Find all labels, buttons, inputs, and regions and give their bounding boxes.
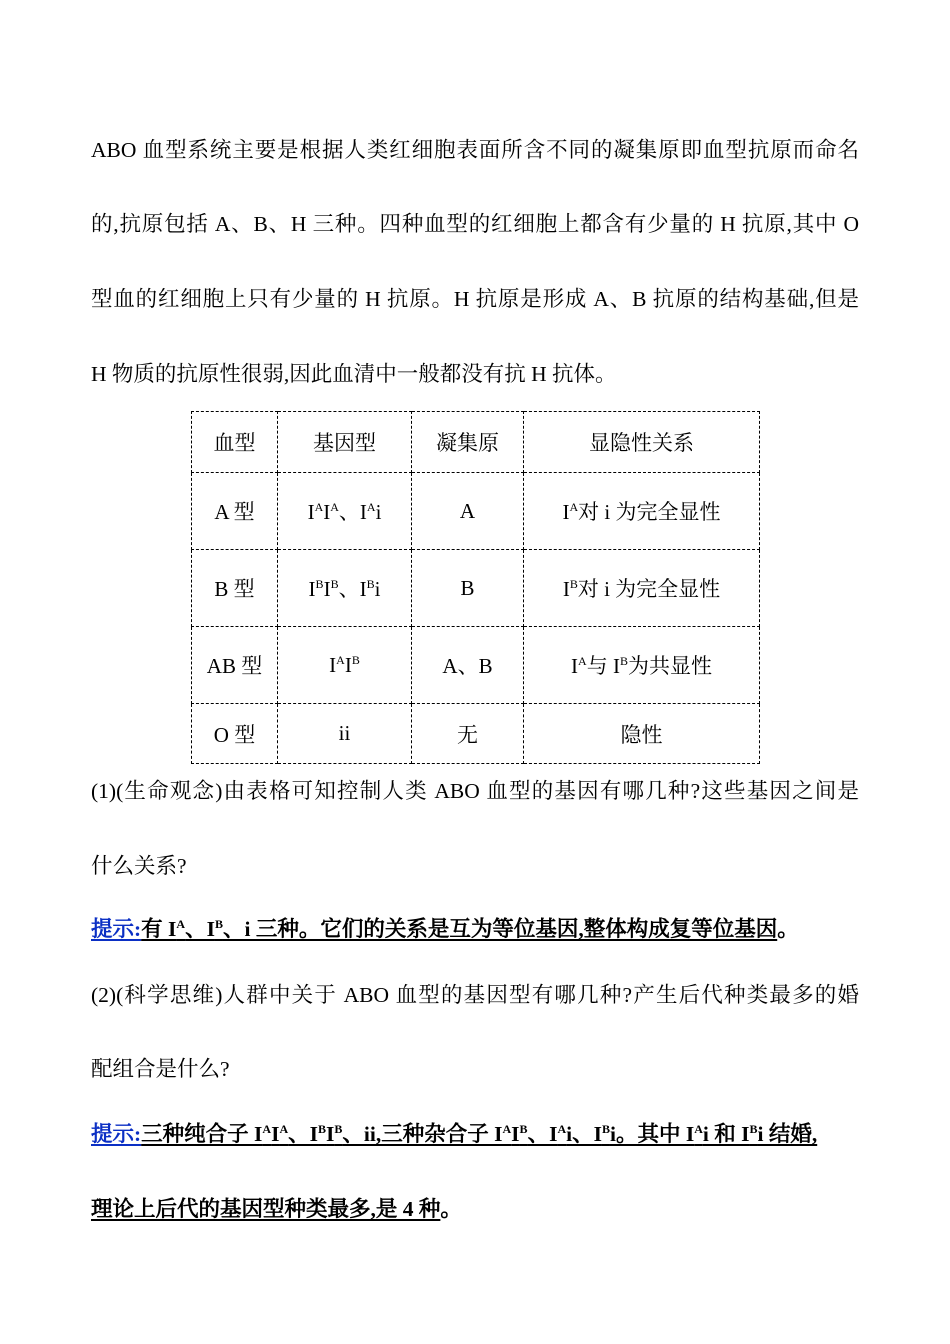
blood-type-cell: O 型 [192,704,278,764]
dominance-cell: $I^A$对 i 为完全显性 [524,473,760,550]
table-row [192,704,760,764]
table-row [192,473,760,550]
header-blood-type: 血型 [192,412,278,473]
answer-1-text: 有 $I^A$、$I^B$、i 三种。它们的关系是互为等位基因,整体构成复等位基因 [141,916,778,941]
dominance-cell: $I^B$对 i 为完全显性 [524,550,760,627]
genotype-cell: $I^AI^A$、$I^Ai$ [278,473,412,550]
genotype-cell: ii [278,704,412,764]
dominance-cell: $I^A$与 $I^B$为共显性 [524,627,760,704]
hint-label: 提示: [91,1122,142,1146]
agglutinogen-cell: A、B [412,627,524,704]
genotype-cell: $I^AI^B$ [278,627,412,704]
table-header-row [192,412,760,473]
answer-2-line-1 [91,1119,859,1149]
header-genotype: 基因型 [278,412,412,473]
question-2-line-2: 配组合是什么? [91,1057,230,1081]
agglutinogen-cell: 无 [412,704,524,764]
header-agglutinogen: 凝集原 [412,412,524,473]
answer-1: 提示:有 $I^A$、$I^B$、i 三种。它们的关系是互为等位基因,整体构成复等位基因。 [91,916,799,941]
answer-2-text: 三种纯合子 $I^AI^A$、$I^BI^B$、ii,三种杂合子 $I^AI^B$、$I^Ai$、$I^Bi$。其中 $I^Ai$ 和 $I^Bi$ 结婚, [141,1121,818,1146]
intro-line-3: 型血的红细胞上只有少量的 H 抗原。H 抗原是形成 A、B 抗原的结构基础,但是 [91,287,859,311]
agglutinogen-cell: B [412,550,524,627]
answer-2-line-2: 理论上后代的基因型种类最多,是 4 种。 [91,1197,462,1221]
genotype-cell: $I^BI^B$、$I^Bi$ [278,550,412,627]
intro-line-1: ABO 血型系统主要是根据人类红细胞表面所含不同的凝集原即血型抗原而命名 [91,138,859,162]
question-2-line-1: (2)(科学思维)人群中关于 ABO 血型的基因型有哪几种?产生后代种类最多的婚 [91,983,859,1007]
blood-type-cell: AB 型 [192,627,278,704]
blood-type-cell: A 型 [192,473,278,550]
blood-type-cell: B 型 [192,550,278,627]
blood-type-table [191,411,760,764]
agglutinogen-cell: A [412,473,524,550]
intro-line-2: 的,抗原包括 A、B、H 三种。四种血型的红细胞上都含有少量的 H 抗原,其中 O [91,212,859,236]
question-1-line-2: 什么关系? [91,854,187,878]
hint-label: 提示: [91,917,142,941]
dominance-cell: 隐性 [524,704,760,764]
table-row [192,550,760,627]
question-1-line-1: (1)(生命观念)由表格可知控制人类 ABO 血型的基因有哪几种?这些基因之间是 [91,779,859,803]
header-dominance: 显隐性关系 [524,412,760,473]
intro-line-4: H 物质的抗原性很弱,因此血清中一般都没有抗 H 抗体。 [91,362,617,386]
table-row [192,627,760,704]
